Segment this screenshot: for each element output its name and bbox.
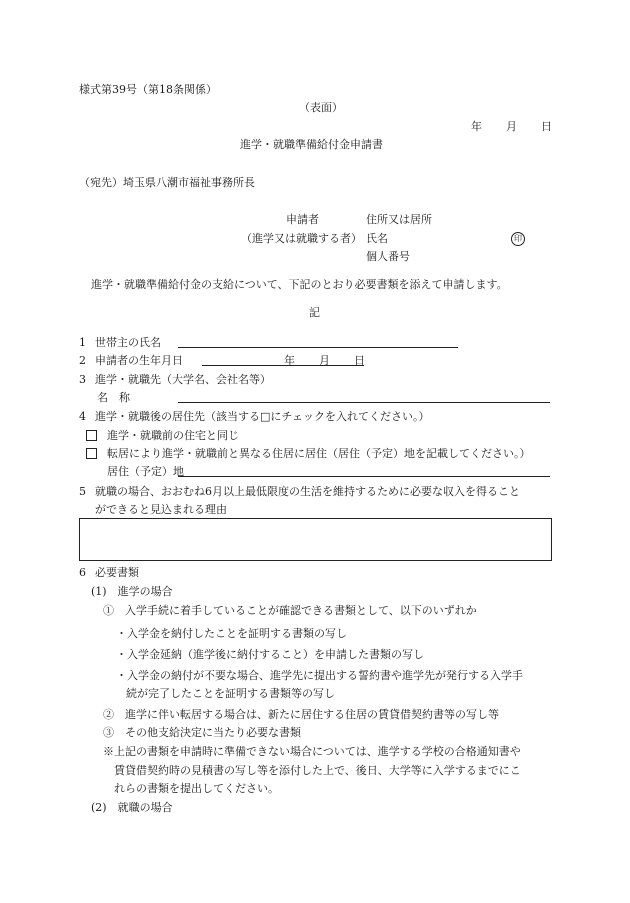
item1-label: 世帯主の氏名	[95, 336, 161, 349]
birth-day-label: 日	[354, 354, 365, 367]
applicant-sublabel: （進学又は就職する者）	[241, 232, 362, 245]
birth-year-label: 年	[284, 354, 295, 367]
enrollment-bullet1: ・入学金を納付したことを証明する書類の写し	[116, 627, 347, 640]
address-label: 住所又は居所	[366, 213, 432, 226]
form-title: 進学・就職準備給付金申請書	[240, 138, 383, 151]
applicant-label: 申請者	[286, 213, 319, 226]
item4-label: 進学・就職後の居住先（該当する□にチェックを入れてください。）	[95, 410, 430, 423]
item3-number: 3	[79, 373, 86, 386]
item6-number: 6	[79, 566, 86, 579]
item4-number: 4	[79, 410, 86, 423]
employment-reason-box[interactable]	[79, 518, 552, 561]
enrollment-note-line2: 賃貸借契約時の見積書の写し等を添付した上で、後日、大学等に入学するまでにこ	[114, 764, 521, 777]
ki-heading: 記	[309, 306, 320, 319]
item2-label: 申請者の生年月日	[95, 354, 183, 367]
section-enrollment: (1) 進学の場合	[91, 585, 173, 598]
enrollment-bullet3-line2: 続が完了したことを証明する書類等の写し	[126, 687, 335, 700]
item3-label: 進学・就職先（大学名、会社名等）	[95, 373, 271, 386]
section-employment: (2) 就職の場合	[91, 801, 173, 814]
form-number: 様式第39号（第18条関係）	[79, 83, 217, 96]
moved-residence-checkbox[interactable]	[86, 448, 97, 459]
item2-number: 2	[79, 354, 86, 367]
org-name-field[interactable]	[178, 402, 550, 403]
enrollment-item1: ① 入学手続に着手していることが確認できる書類として、以下のいずれか	[103, 604, 477, 617]
enrollment-item3: ③ その他支給決定に当たり必要な書類	[103, 726, 301, 739]
item5-number: 5	[79, 485, 86, 498]
item5-text-line2: ができると見込まれる理由	[95, 503, 227, 516]
enrollment-bullet2: ・入学金延納（進学後に納付すること）を申請した書類の写し	[116, 648, 424, 661]
enrollment-item2: ② 進学に伴い転居する場合は、新たに居住する住居の賃貸借契約書等の写し等	[103, 708, 499, 721]
seal-mark: 印	[511, 232, 525, 246]
same-residence-checkbox[interactable]	[86, 430, 97, 441]
addressee: （宛先）埼玉県八潮市福祉事務所長	[79, 176, 255, 189]
date-day: 日	[541, 120, 552, 133]
item6-label: 必要書類	[95, 566, 139, 579]
date-year: 年	[471, 120, 482, 133]
residence-field[interactable]	[178, 476, 550, 477]
item5-text-line1: 就職の場合、おおむね6月以上最低限度の生活を維持するために必要な収入を得ること	[95, 485, 520, 498]
date-month: 月	[506, 120, 517, 133]
org-name-label: 名 称	[97, 391, 130, 404]
option-moved-residence: 転居により進学・就職前と異なる住居に居住（居住（予定）地を記載してください。）	[107, 447, 531, 460]
birthdate-field[interactable]	[202, 365, 364, 366]
intro-text: 進学・就職準備給付金の支給について、下記のとおり必要書類を添えて申請します。	[91, 278, 508, 291]
option-same-residence: 進学・就職前の住宅と同じ	[107, 429, 239, 442]
household-head-name-field[interactable]	[178, 347, 458, 348]
enrollment-note-line3: れらの書類を提出してください。	[114, 782, 279, 795]
id-number-label: 個人番号	[366, 250, 410, 263]
side-label: （表面）	[299, 101, 343, 114]
name-label: 氏名	[366, 232, 388, 245]
birth-month-label: 月	[319, 354, 330, 367]
item1-number: 1	[79, 336, 86, 349]
enrollment-note-line1: ※上記の書類を申請時に準備できない場合については、進学する学校の合格通知書や	[103, 745, 521, 758]
residence-label: 居住（予定）地	[107, 465, 184, 478]
enrollment-bullet3-line1: ・入学金の納付が不要な場合、進学先に提出する誓約書や進学先が発行する入学手	[116, 669, 523, 682]
